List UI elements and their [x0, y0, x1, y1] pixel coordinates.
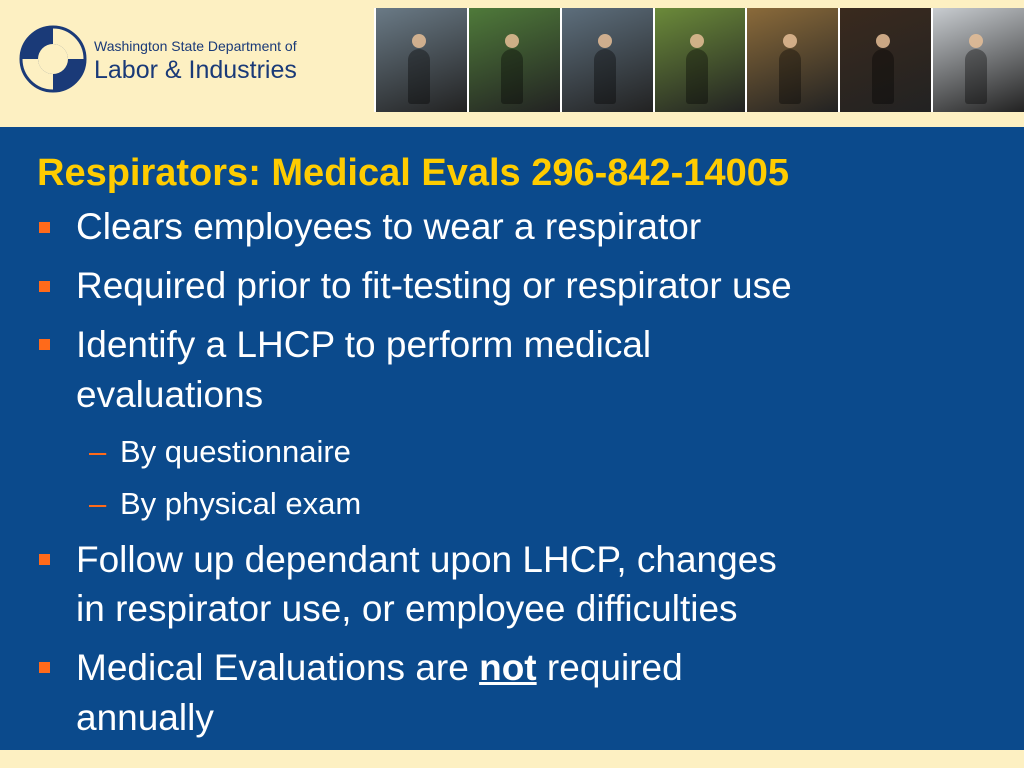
footer-stripe	[0, 750, 1024, 768]
bullet-marker-icon	[39, 281, 50, 292]
person-head-shape	[505, 34, 519, 48]
person-body-shape	[501, 49, 523, 104]
photo-strip	[374, 8, 1024, 112]
person-head-shape	[412, 34, 426, 48]
lab-worker-photo	[933, 8, 1024, 112]
bullet-item-continuation: evaluations	[76, 374, 264, 415]
farm-worker-photo	[469, 8, 562, 112]
person-head-shape	[598, 34, 612, 48]
harvest-workers-photo	[747, 8, 840, 112]
bullet-item: Identify a LHCP to perform medical	[76, 324, 652, 365]
bullet-text: required	[536, 647, 683, 688]
person-head-shape	[876, 34, 890, 48]
agency-logo	[18, 24, 318, 94]
bullet-text: Medical Evaluations are	[76, 647, 480, 688]
emphasis-not: not	[479, 647, 537, 688]
field-workers-photo	[655, 8, 748, 112]
foundry-worker-photo	[840, 8, 933, 112]
sub-bullet-item: By questionnaire	[120, 434, 351, 469]
logo-agency-name: Labor & Industries	[94, 56, 297, 84]
bullet-marker-icon	[39, 554, 50, 565]
sub-bullet-dash: –	[89, 486, 107, 521]
slide-header	[0, 0, 1024, 127]
person-body-shape	[872, 49, 894, 104]
bullet-item	[76, 646, 683, 690]
bullet-item: Required prior to fit-testing or respirator use	[76, 265, 792, 306]
worker-respirator-photo	[376, 8, 469, 112]
bullet-item-continuation: annually	[76, 697, 214, 738]
sub-bullet-item: By physical exam	[120, 486, 362, 521]
bullet-item-continuation: in respirator use, or employee difficulties	[76, 588, 738, 629]
bullet-marker-icon	[39, 222, 50, 233]
person-head-shape	[969, 34, 983, 48]
person-body-shape	[408, 49, 430, 104]
sub-bullet-dash: –	[89, 434, 107, 469]
person-head-shape	[690, 34, 704, 48]
construction-worker-photo	[562, 8, 655, 112]
lni-logo-icon	[18, 24, 88, 94]
bullet-marker-icon	[39, 662, 50, 673]
slide-title: Respirators: Medical Evals 296-842-14005	[37, 152, 789, 194]
logo-department-text: Washington State Department of	[94, 38, 297, 54]
bullet-item: Follow up dependant upon LHCP, changes	[76, 539, 777, 580]
person-body-shape	[686, 49, 708, 104]
bullet-item: Clears employees to wear a respirator	[76, 206, 702, 247]
bullet-marker-icon	[39, 339, 50, 350]
person-head-shape	[783, 34, 797, 48]
person-body-shape	[594, 49, 616, 104]
person-body-shape	[965, 49, 987, 104]
person-body-shape	[779, 49, 801, 104]
